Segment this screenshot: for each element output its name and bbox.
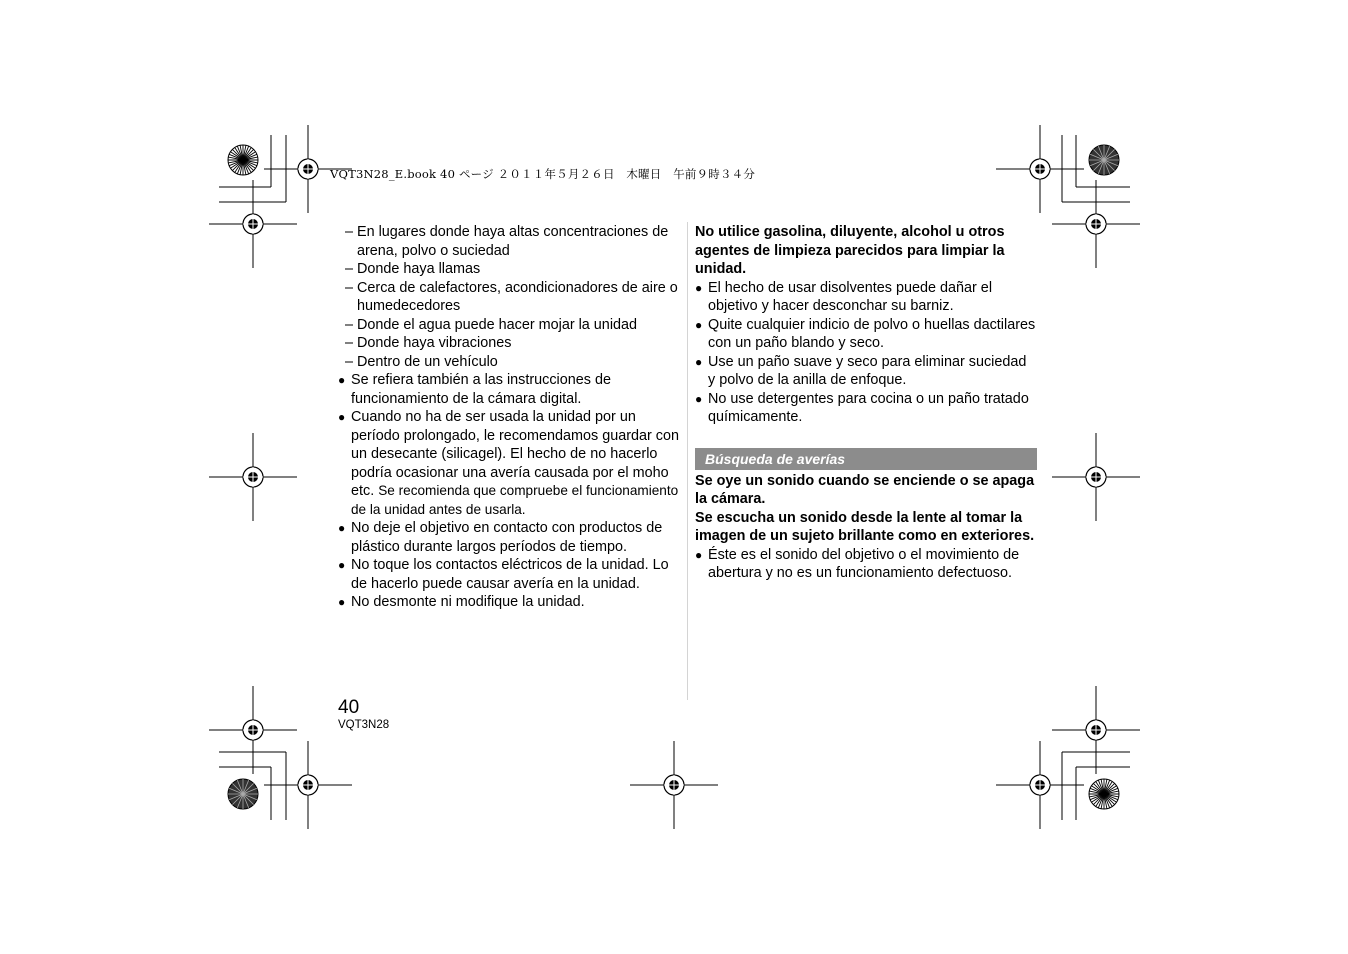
print-header: VQT3N28_E.book 40 ページ ２０１１年５月２６日 木曜日 午前９時３４分 [330,167,756,181]
list-item: ● No toque los contactos eléctricos de la unidad. Lo de hacerlo puede causar avería en la unidad. [338,557,669,592]
list-item: ● Cuando no ha de ser usada la unidad por un período prolongado, le recomendamos guardar con un desecante (silicagel). El hecho de no hacerlo podría ocasionar una avería causada por el moho etc. Se recomienda que compruebe el funcionamiento de la unidad antes de usarla. [338,409,679,517]
column-divider [687,222,688,700]
troubleshoot-question: Se oye un sonido cuando se enciende o se apaga la cámara. [695,472,1035,507]
list-item: ● Quite cualquier indicio de polvo o huellas dactilares con un paño blando y seco. [695,316,1036,351]
bullet-icon: ● [338,521,346,535]
list-item: ● No desmonte ni modifique la unidad. [338,594,585,610]
list-item: ● No deje el objetivo en contacto con productos de plástico durante largos períodos de tiempo. [338,520,663,555]
bullet-icon: ● [338,373,346,387]
bullet-icon: ● [695,354,703,369]
left-column [338,223,680,612]
list-item: – Dentro de un vehículo [345,353,498,370]
list-item: ● Use un paño suave y seco para eliminar suciedad y polvo de la anilla de enfoque. [695,353,1027,388]
right-column [695,223,1037,583]
page-number: 40 [338,697,360,718]
model-code: VQT3N28 [338,719,390,731]
list-item: ● Se refiera también a las instrucciones de funcionamiento de la cámara digital. [338,372,611,407]
bullet-icon: ● [695,547,703,562]
bullet-icon: ● [695,391,703,406]
bullet-icon: ● [338,558,346,572]
list-item: ● No use detergentes para cocina o un paño tratado químicamente. [695,390,1029,425]
list-item: – Donde el agua puede hacer mojar la unidad [345,316,638,333]
cleaning-heading: No utilice gasolina, diluyente, alcohol u otros agentes de limpieza parecidos para limpiar la unidad. [695,224,1005,277]
list-item: – Donde haya vibraciones [345,335,512,351]
bullet-icon: ● [338,410,346,424]
section-title-bar: Búsqueda de averías [695,448,1037,470]
troubleshoot-question: Se escucha un sonido desde la lente al tomar la imagen de un sujeto brillante como en exteriores. [695,509,1035,544]
bullet-icon: ● [338,595,346,609]
list-item: – En lugares donde haya altas concentraciones de arena, polvo o suciedad [345,224,669,259]
bullet-icon: ● [695,280,703,295]
bullet-icon: ● [695,317,703,332]
list-item: ● El hecho de usar disolventes puede dañar el objetivo y hacer desconchar su barniz. [695,279,993,314]
list-item: ● Éste es el sonido del objetivo o el movimiento de abertura y no es un funcionamiento defectuoso. [695,546,1020,581]
list-item: – Donde haya llamas [345,261,481,277]
list-item: – Cerca de calefactores, acondicionadores de aire o humedecedores [345,279,678,314]
